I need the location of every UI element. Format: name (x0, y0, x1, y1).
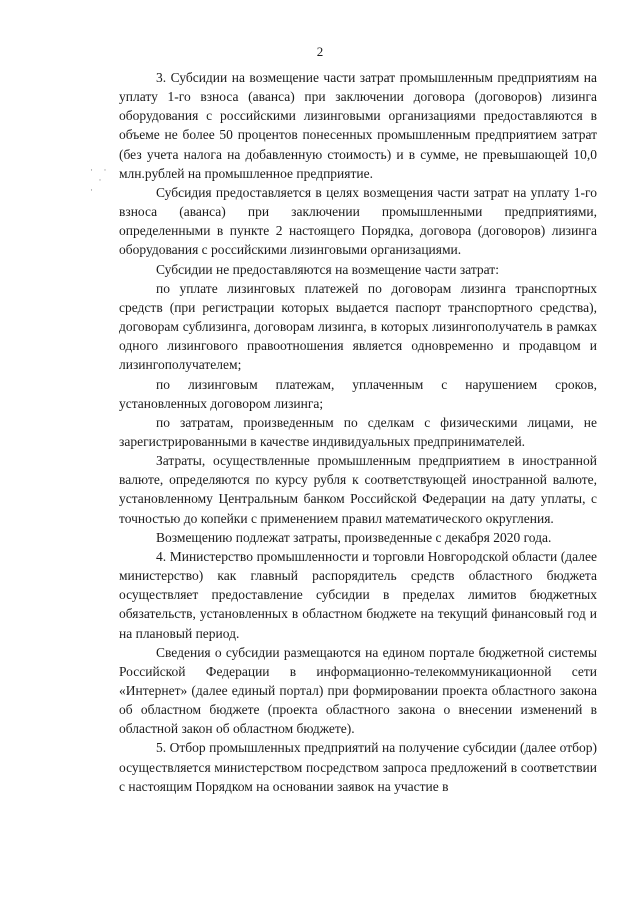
paragraph-5-selection: 5. Отбор промышленных предприятий на получение субсидии (далее отбор) осуществляется министерством посредством запроса предложений в соответствии с настоящим Порядком на основании заявок на участие в (119, 740, 597, 794)
paragraph-exclusion-vehicle-leasing: по уплате лизинговых платежей по договорам лизинга транспортных средств (при регистрации которых выдается паспорт транспортного средства), договорам сублизинга, договорам лизинга, в которых лизингополучатель в рамках одного лизингового правоотношения является одновременно и продавцом и лизингополучателем; (119, 280, 597, 373)
scan-margin-marks: · · · · (90, 165, 109, 195)
paragraph-foreign-currency: Затраты, осуществленные промышленным предприятием в иностранной валюте, определяются по курсу рубля к соответствующей иностранной валюте, установленному Центральным банком Российской Федерации на дату уплаты, с точностью до копейки с применением правил математического округления. (119, 453, 597, 526)
paragraph-3-subsidy-amount: 3. Субсидии на возмещение части затрат промышленным предприятиям на уплату 1-го взноса (аванса) при заключении договора (договоров) лизинга оборудования с российскими лизинговыми организациями предоставляются в объеме не более 50 процентов понесенных промышленным предприятием затрат (без учета налога на добавленную стоимость) и в сумме, не превышающей 10,0 млн.рублей на промышленное предприятие. (119, 70, 597, 181)
page-number: 2 (316, 44, 324, 59)
paragraph-exclusion-late-payments: по лизинговым платежам, уплаченным с нарушением сроков, установленных договором лизинга; (119, 376, 597, 411)
document-body (119, 68, 597, 796)
paragraph-exclusions-intro: Субсидии не предоставляются на возмещение части затрат: (156, 261, 499, 277)
paragraph-exclusion-individuals: по затратам, произведенным по сделкам с физическими лицами, не зарегистрированными в качестве индивидуальных предпринимателей. (119, 414, 597, 449)
paragraph-4-ministry: 4. Министерство промышленности и торговли Новгородской области (далее министерство) как главный распорядитель средств областного бюджета осуществляет предоставление субсидии в пределах лимитов бюджетных обязательств, установленных в областном бюджете на текущий финансовый год и на плановый период. (119, 548, 597, 641)
paragraph-portal-info: Сведения о субсидии размещаются на едином портале бюджетной системы Российской Федерации в информационно-телекоммуникационной сети «Интернет» (далее единый портал) при формировании проекта областного закона об областном бюджете (проекта областного закона о внесении изменений в областной закон об областном бюджете). (119, 644, 597, 737)
paragraph-reimbursable-period: Возмещению подлежат затраты, произведенные с декабря 2020 года. (156, 529, 552, 545)
paragraph-subsidy-purpose: Субсидия предоставляется в целях возмещения части затрат на уплату 1-го взноса (аванса) при заключении промышленными предприятиями, определенными в пункте 2 настоящего Порядка, договора (договоров) лизинга оборудования с российскими лизинговыми организациями. (119, 184, 597, 258)
